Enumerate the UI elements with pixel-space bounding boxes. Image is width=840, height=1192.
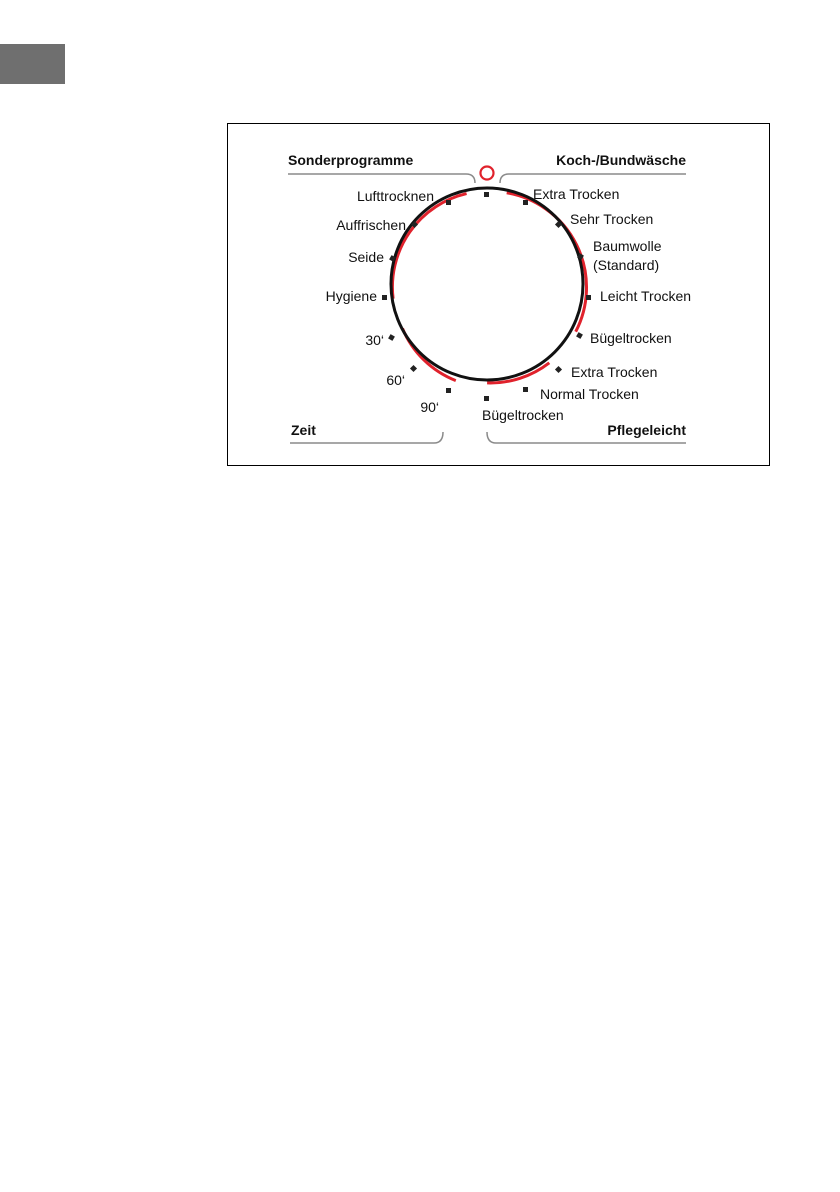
divider-top-left [288,174,475,183]
label-cotton-light-dry: Leicht Trocken [600,288,692,304]
label-cotton-very-dry: Sehr Trocken [570,211,654,227]
marker-ec-normal [523,387,528,392]
marker-cotton-light [586,295,591,300]
position-markers [382,192,591,401]
dial-ring [391,188,583,380]
marker-ec-extra [555,366,562,373]
marker-90 [446,388,451,393]
label-cotton-iron-dry: Bügeltrocken [590,330,672,346]
marker-60 [410,365,417,372]
header-cotton: Koch-/Bundwäsche [556,152,686,168]
marker-30 [388,334,395,341]
label-time-90: 90‘ [420,399,439,415]
header-time: Zeit [291,422,316,438]
marker-air-dry [446,200,451,205]
label-hygiene: Hygiene [325,288,377,304]
marker-ec-iron [484,396,489,401]
label-easycare-extra-dry: Extra Trocken [571,364,658,380]
marker-off [484,192,489,197]
label-easycare-normal-dry: Normal Trocken [540,386,639,402]
marker-cotton-iron [576,332,583,339]
marker-hygiene [382,295,387,300]
label-air-dry: Lufttrocknen [356,188,434,204]
label-time-30: 30‘ [365,332,384,348]
label-refresh: Auffrischen [336,217,406,233]
header-special-programs: Sonderprogramme [288,152,414,168]
label-cotton-standard: Baumwolle [593,238,662,254]
label-cotton-extra-dry: Extra Trocken [533,186,620,202]
off-position-icon [481,167,494,180]
divider-top-right [500,174,686,183]
marker-cotton-extra [523,200,528,205]
header-easycare: Pflegeleicht [607,422,686,438]
label-cotton-standard-sub: (Standard) [593,257,660,273]
label-time-60: 60‘ [386,372,405,388]
arc-special-programs [392,194,466,299]
label-easycare-iron-dry: Bügeltrocken [482,407,564,423]
label-silk: Seide [348,249,384,265]
